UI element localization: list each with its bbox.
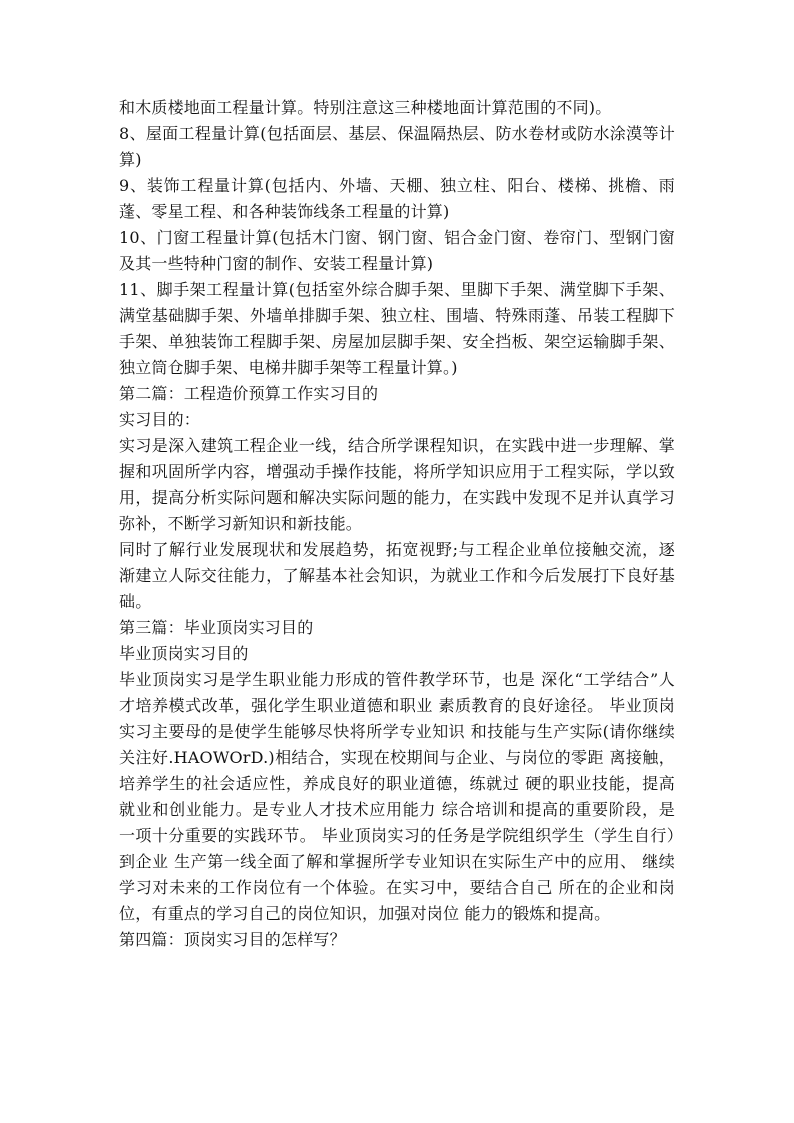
paragraph-floor-calc-note: 和木质楼地面工程量计算。特别注意这三种楼地面计算范围的不同)。	[119, 98, 612, 117]
section-heading-part-4: 第四篇：顶岗实习目的怎样写？	[119, 930, 346, 949]
subheading-internship-purpose: 实习目的：	[119, 410, 201, 429]
paragraph-industry-understanding: 同时了解行业发展现状和发展趋势，拓宽视野;与工程企业单位接触交流，逐渐建立人际交往能力，了解基本社会知识，为就业工作和今后发展打下良好基础。	[119, 540, 675, 611]
paragraph-internship-purpose-body: 实习是深入建筑工程企业一线，结合所学课程知识，在实践中进一步理解、掌握和巩固所学内容，增强动手操作技能，将所学知识应用于工程实际，学以致用，提高分析实际问题和解决实际问题的能力，在实践中发现不足并认真学习弥补，不断学习新知识和新技能。	[119, 436, 675, 533]
paragraph-item-9-decoration: 9、装饰工程量计算(包括内、外墙、天棚、独立柱、阳台、楼梯、挑檐、雨蓬、零星工程、和各种装饰线条工程量的计算)	[119, 176, 675, 221]
section-heading-part-3: 第三篇：毕业顶岗实习目的	[119, 618, 314, 637]
document-body	[119, 95, 675, 953]
section-heading-part-2: 第二篇：工程造价预算工作实习目的	[119, 384, 379, 403]
paragraph-graduation-internship-body: 毕业顶岗实习是学生职业能力形成的管件教学环节，也是 深化“工学结合”人才培养模式改革，强化学生职业道德和职业 素质教育的良好途径。 毕业顶岗实习主要母的是使学生能够尽快将所学专业知识 和技能与生产实际(请你继续关注好.HAOWOrD.)相结合，实现在校期间与企业、与岗位的零距 离接触，培养学生的社会适应性，养成良好的职业道德，练就过 硬的职业技能，提高就业和创业能力。是专业人才技术应用能力 综合培训和提高的重要阶段，是一项十分重要的实践环节。 毕业顶岗实习的任务是学院组织学生（学生自行）到企业 生产第一线全面了解和掌握所学专业知识在实际生产中的应用、 继续学习对未来的工作岗位有一个体验。在实习中，要结合自己 所在的企业和岗位，有重点的学习自己的岗位知识，加强对岗位 能力的锻炼和提高。	[119, 670, 675, 923]
paragraph-item-11-scaffolding: 11、脚手架工程量计算(包括室外综合脚手架、里脚下手架、满堂脚下手架、满堂基础脚手架、外墙单排脚手架、独立柱、围墙、特殊雨蓬、吊装工程脚下手架、单独装饰工程脚手架、房屋加层脚手架、安全挡板、架空运输脚手架、独立筒仓脚手架、电梯井脚手架等工程量计算。)	[119, 280, 675, 377]
paragraph-item-10-doors-windows: 10、门窗工程量计算(包括木门窗、钢门窗、铝合金门窗、卷帘门、型钢门窗及其一些特种门窗的制作、安装工程量计算)	[119, 228, 675, 273]
paragraph-item-8-roof: 8、屋面工程量计算(包括面层、基层、保温隔热层、防水卷材或防水涂漠等计算)	[119, 124, 675, 169]
subheading-graduation-internship: 毕业顶岗实习目的	[119, 644, 249, 663]
